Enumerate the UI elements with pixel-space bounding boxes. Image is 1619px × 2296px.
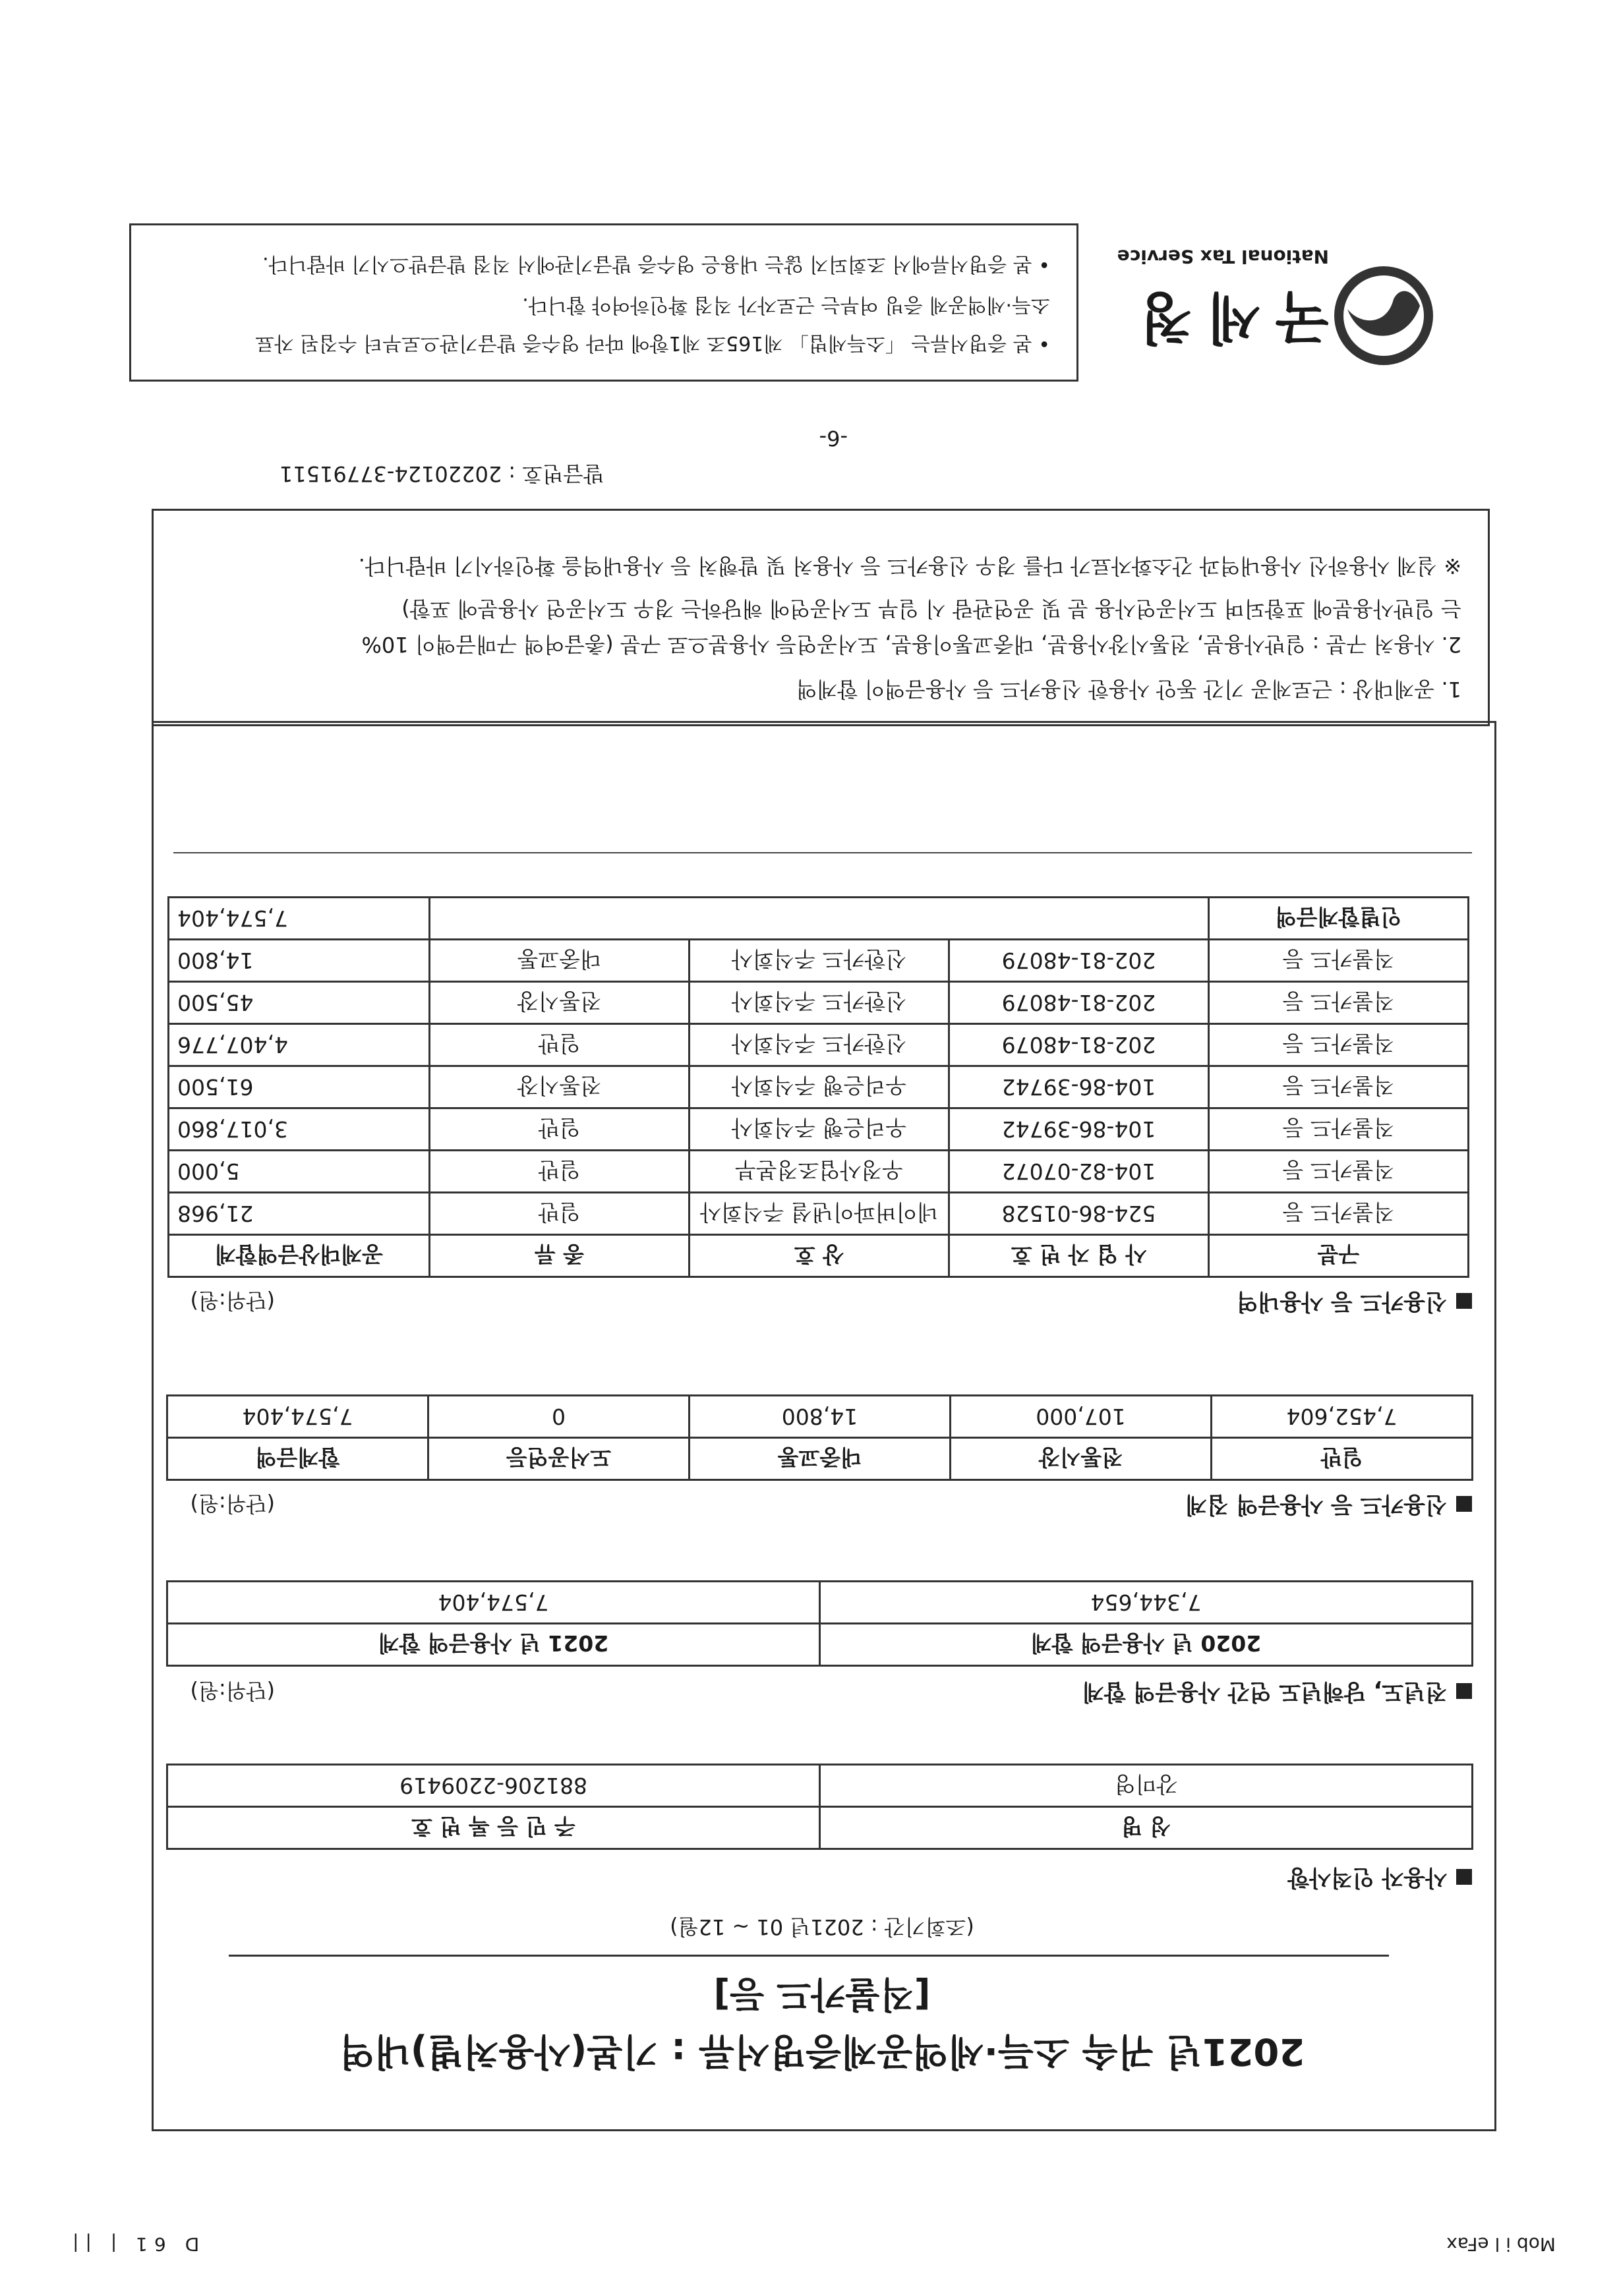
header-cell: 성 명 [820,1807,1473,1849]
issue-number: 발급번호 : 20220124-37791511 [279,461,604,486]
footer-notice-box [129,223,1078,382]
table-cell: 신한카드 주식회사 [690,1024,949,1066]
table-cell: 일반 [430,1193,690,1235]
header-cell: 2020 년 사용금액 합계 [820,1624,1473,1666]
unit-label: (단위:원) [190,1288,275,1313]
value-cell: 7,574,404 [167,1582,820,1624]
table-cell: 직불카드 등 [1209,1108,1469,1151]
table-cell: 202-81-48079 [949,1024,1209,1066]
user-info-table [166,1764,1473,1850]
value-cell: 0 [428,1396,690,1438]
total-spacer [430,898,1209,940]
note-line: 2. 사용처 구분 : 일반사용분, 전통시장사용분, 대중교통이용분, 도서공연등 사용분으로 구분 (총급여액 구매금액이 10% [361,632,1461,657]
total-label: 인별합계금액 [1209,898,1469,940]
table-cell: 202-81-48079 [949,982,1209,1024]
value-cell: 107,000 [951,1396,1212,1438]
square-bullet-icon [1456,1293,1472,1309]
table-cell: 대중교통 [430,940,690,982]
table-cell: 우리은행 주식회사 [690,1108,949,1151]
amount-cell: 4,407,776 [169,1024,430,1066]
table-cell: 전통시장 [430,1066,690,1108]
table-row [169,1193,1469,1235]
table-cell: 직불카드 등 [1209,1066,1469,1108]
footer-line: • 본 증명서류에서 조회되지 않는 내용은 영수증 발급기관에서 직접 발급받으시기 바랍니다. [262,252,1050,275]
header-cell: 대중교통 [690,1438,951,1480]
table-cell: 일반 [430,1108,690,1151]
inquiry-period: (조회기간 : 2021년 01 ~ 12월) [670,1914,974,1939]
table-row [167,1396,1473,1438]
table-row [169,1151,1469,1193]
table-cell: 신한카드 주식회사 [690,982,949,1024]
value-cell: 7,452,604 [1212,1396,1473,1438]
detail-frame-bottom [173,851,1472,853]
unit-label: (단위:원) [190,1679,275,1704]
section-title-detail-text: 신용카드 등 사용내역 [1236,1288,1447,1315]
header-cell: 공제대상금액합계 [169,1235,430,1277]
amount-cell: 21,968 [169,1193,430,1235]
table-cell: 우정사업조정본부 [690,1151,949,1193]
table-row [169,940,1469,982]
table-header-row [167,1807,1473,1849]
section-title-yearly [1082,1678,1472,1710]
square-bullet-icon [1456,1683,1472,1699]
table-cell: 우리은행 주식회사 [690,1066,949,1108]
section-title-total-text: 신용카드 등 사용금액 집계 [1185,1491,1447,1518]
document-subtitle: [직불카드 등] [713,1974,931,2015]
table-cell: 일반 [430,1151,690,1193]
usage-detail-table [167,896,1469,1278]
note-line: 는 일반사용분에 포함되며 도서공연사용 분 및 공연관람 시 일부 도서공연에 해당하는 경우 도서공연 사용분에 포함) [401,596,1461,621]
table-cell: 네이버파이낸셜 주식회사 [690,1193,949,1235]
table-cell: 104-86-39742 [949,1066,1209,1108]
table-cell: 직불카드 등 [1209,1024,1469,1066]
note-line: 1. 공제대상 : 근로제공 기간 동안 사용한 신용카드 등 사용금액이 합계액 [796,677,1461,702]
table-row [169,1066,1469,1108]
header-cell: 일반 [1212,1438,1473,1480]
amount-cell: 5,000 [169,1151,430,1193]
table-cell: 일반 [430,1024,690,1066]
header-cell: 도서공연등 [428,1438,690,1480]
header-cell: 합계금액 [167,1438,428,1480]
section-title-yearly-text: 전년도, 당해년도 연간 사용금액 합계 [1082,1679,1447,1705]
value-cell: 7,344,654 [820,1582,1473,1624]
nts-logo-korean: 국세청 [1125,285,1329,350]
user-name: 강미영 [820,1765,1473,1807]
user-rrn: 881206-2209419 [167,1765,820,1807]
section-title-detail [1237,1288,1472,1320]
table-row [169,982,1469,1024]
unit-label: (단위:원) [190,1491,275,1516]
fax-page-marker: D 61 | || [66,2233,200,2255]
nts-emblem-icon [1334,257,1433,372]
table-cell: 직불카드 등 [1209,940,1469,982]
title-divider [229,1955,1389,1957]
table-row [169,1024,1469,1066]
square-bullet-icon [1456,1496,1472,1512]
table-cell: 104-82-07072 [949,1151,1209,1193]
header-cell: 전통시장 [951,1438,1212,1480]
usage-summary-table [166,1394,1473,1481]
table-cell: 202-81-48079 [949,940,1209,982]
fax-device-label: Mob i l eFax [1446,2233,1556,2255]
notes-box [152,509,1490,726]
header-cell: 구분 [1209,1235,1469,1277]
nts-logo-english: National Tax Service [1117,246,1329,268]
square-bullet-icon [1456,1869,1472,1885]
page-number: -6- [819,426,848,451]
table-header-row [169,1235,1469,1277]
total-amount: 7,574,404 [169,898,430,940]
section-title-user-text: 사용자 인적사항 [1287,1864,1447,1891]
table-cell: 신한카드 주식회사 [690,940,949,982]
fax-header [66,2229,1556,2255]
table-cell: 104-86-39742 [949,1108,1209,1151]
value-cell: 7,574,404 [167,1396,428,1438]
section-title-total [1185,1491,1472,1523]
table-total-row [169,898,1469,940]
table-cell: 전통시장 [430,982,690,1024]
amount-cell: 3,017,860 [169,1108,430,1151]
value-cell: 14,800 [690,1396,951,1438]
header-cell: 주 민 등 록 번 호 [167,1807,820,1849]
amount-cell: 14,800 [169,940,430,982]
amount-cell: 61,500 [169,1066,430,1108]
table-cell: 직불카드 등 [1209,1151,1469,1193]
header-cell: 종 류 [430,1235,690,1277]
header-cell: 상 호 [690,1235,949,1277]
table-row [169,1108,1469,1151]
table-cell: 직불카드 등 [1209,982,1469,1024]
footer-line: 소득·세액공제 증빙 여부는 근로자가 직접 확인하여야 합니다. [522,293,1050,316]
header-cell: 2021 년 사용금액 합계 [167,1624,820,1666]
amount-cell: 45,500 [169,982,430,1024]
note-line: ※ 실제 사용하신 사용내역과 간소화자료가 다를 경우 신용카드 등 사용처 및 발행처 등 사용내역을 확인하시기 바랍니다. [358,554,1461,579]
footer-line: • 본 증명서류는 「소득세법」 제165조 제1항에 따라 영수증 발급기관으로부터 수집된 자료 [255,331,1050,355]
table-row [167,1765,1473,1807]
section-title-user [1287,1864,1472,1896]
table-header-row [167,1624,1473,1666]
certificate-frame [152,721,1496,2131]
table-cell: 직불카드 등 [1209,1193,1469,1235]
document-title: 2021년 귀속 소득·세액공제증명서류 : 기본(사용처별)내역 [339,2030,1305,2073]
yearly-total-table [166,1580,1473,1667]
table-row [167,1582,1473,1624]
header-cell: 사 업 자 번 호 [949,1235,1209,1277]
table-header-row [167,1438,1473,1480]
table-cell: 524-86-01528 [949,1193,1209,1235]
